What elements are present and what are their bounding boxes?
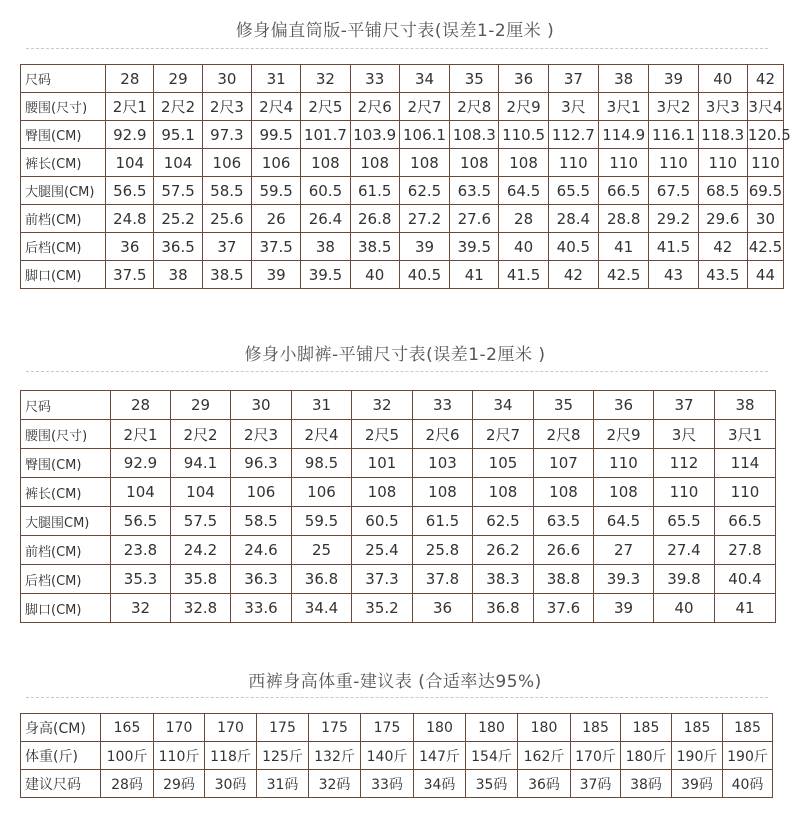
table-cell: 108	[352, 478, 413, 507]
table-cell: 68.5	[698, 177, 747, 205]
table-cell: 29.2	[649, 205, 698, 233]
row-label: 裤长(CM)	[21, 149, 106, 177]
table-cell: 27.8	[715, 536, 776, 565]
table-cell: 39	[252, 261, 301, 289]
table-cell: 40.5	[548, 233, 598, 261]
table-cell: 28.8	[599, 205, 649, 233]
table-cell: 35码	[466, 770, 518, 798]
table-cell: 33.6	[231, 594, 292, 623]
table-cell: 32	[352, 391, 413, 420]
row-label: 裤长(CM)	[21, 478, 111, 507]
table-cell: 40码	[723, 770, 773, 798]
table-cell: 114	[715, 449, 776, 478]
table-cell: 38	[715, 391, 776, 420]
table-cell: 108	[301, 149, 350, 177]
table-cell: 185	[723, 714, 773, 742]
table-cell: 94.1	[171, 449, 231, 478]
table-cell: 63.5	[450, 177, 499, 205]
table-cell: 92.9	[111, 449, 171, 478]
table-cell: 106	[202, 149, 251, 177]
table-cell: 30	[231, 391, 292, 420]
table-cell: 35	[534, 391, 594, 420]
table-cell: 2尺8	[534, 420, 594, 449]
table-cell: 28	[106, 65, 154, 93]
divider	[26, 371, 768, 372]
table-cell: 57.5	[171, 507, 231, 536]
table-cell: 58.5	[231, 507, 292, 536]
table-cell: 175	[309, 714, 361, 742]
table-cell: 36.3	[231, 565, 292, 594]
table-cell: 2尺3	[202, 93, 251, 121]
table-cell: 56.5	[106, 177, 154, 205]
table-cell: 27.2	[399, 205, 449, 233]
table-cell: 30码	[205, 770, 257, 798]
table-cell: 108.3	[450, 121, 499, 149]
table-cell: 28	[111, 391, 171, 420]
table-cell: 38	[599, 65, 649, 93]
table-cell: 108	[473, 478, 534, 507]
table-cell: 36.5	[154, 233, 202, 261]
row-label: 身高(CM)	[21, 714, 101, 742]
table-cell: 175	[361, 714, 414, 742]
table-cell: 92.9	[106, 121, 154, 149]
table-cell: 27	[594, 536, 654, 565]
slim-fit-size-table	[20, 390, 776, 623]
table-cell: 180	[518, 714, 571, 742]
table-cell: 104	[171, 478, 231, 507]
table-cell: 66.5	[599, 177, 649, 205]
table-cell: 40.5	[399, 261, 449, 289]
table-cell: 108	[499, 149, 548, 177]
row-label: 腰围(尺寸)	[21, 93, 106, 121]
table-cell: 2尺3	[231, 420, 292, 449]
table-cell: 32	[111, 594, 171, 623]
table-cell: 56.5	[111, 507, 171, 536]
table-cell: 59.5	[252, 177, 301, 205]
table-cell: 170	[154, 714, 205, 742]
table-cell: 38码	[621, 770, 672, 798]
table-cell: 41.5	[499, 261, 548, 289]
table-cell: 24.8	[106, 205, 154, 233]
table-cell: 2尺7	[399, 93, 449, 121]
table-cell: 39	[649, 65, 698, 93]
table-cell: 190斤	[723, 742, 773, 770]
table-cell: 103.9	[350, 121, 399, 149]
table-cell: 107	[534, 449, 594, 478]
table-cell: 37.8	[413, 565, 473, 594]
table-cell: 38.8	[534, 565, 594, 594]
table-cell: 34	[399, 65, 449, 93]
table-cell: 60.5	[352, 507, 413, 536]
table-cell: 40	[350, 261, 399, 289]
table-cell: 29	[171, 391, 231, 420]
table-cell: 35	[450, 65, 499, 93]
table-cell: 2尺4	[252, 93, 301, 121]
table-cell: 41	[715, 594, 776, 623]
table-cell: 108	[413, 478, 473, 507]
table-cell: 58.5	[202, 177, 251, 205]
table-cell: 2尺7	[473, 420, 534, 449]
table-cell: 2尺9	[594, 420, 654, 449]
table-cell: 36	[499, 65, 548, 93]
table-cell: 185	[571, 714, 621, 742]
table-cell: 31	[292, 391, 352, 420]
table-cell: 26.2	[473, 536, 534, 565]
table-row	[21, 536, 776, 565]
table-row	[21, 177, 784, 205]
table-cell: 64.5	[594, 507, 654, 536]
table-cell: 185	[621, 714, 672, 742]
row-label: 前档(CM)	[21, 536, 111, 565]
table-cell: 180	[466, 714, 518, 742]
table-cell: 61.5	[413, 507, 473, 536]
table-cell: 24.2	[171, 536, 231, 565]
table-cell: 110	[715, 478, 776, 507]
table-cell: 26	[252, 205, 301, 233]
table-row	[21, 261, 784, 289]
table-cell: 28	[499, 205, 548, 233]
table-cell: 2尺1	[106, 93, 154, 121]
table-cell: 3尺3	[698, 93, 747, 121]
table-cell: 25.4	[352, 536, 413, 565]
table-cell: 44	[747, 261, 783, 289]
table-cell: 37	[548, 65, 598, 93]
table-cell: 37	[202, 233, 251, 261]
table-cell: 2尺2	[171, 420, 231, 449]
table-cell: 38.5	[350, 233, 399, 261]
table-cell: 25.2	[154, 205, 202, 233]
table-cell: 110	[654, 478, 715, 507]
table-cell: 3尺1	[715, 420, 776, 449]
table-cell: 38	[301, 233, 350, 261]
table-cell: 25	[292, 536, 352, 565]
table-cell: 42	[747, 65, 783, 93]
divider	[26, 48, 768, 49]
table-cell: 36.8	[473, 594, 534, 623]
table-cell: 37码	[571, 770, 621, 798]
table-cell: 29	[154, 65, 202, 93]
table3-title: 西裤身高体重-建议表 (合适率达95%)	[248, 672, 542, 692]
table-cell: 108	[534, 478, 594, 507]
table-cell: 104	[106, 149, 154, 177]
table-cell: 110.5	[499, 121, 548, 149]
table-cell: 62.5	[473, 507, 534, 536]
table-cell: 39码	[672, 770, 723, 798]
table-cell: 67.5	[649, 177, 698, 205]
table-cell: 103	[413, 449, 473, 478]
table-cell: 39	[594, 594, 654, 623]
table-cell: 110	[698, 149, 747, 177]
table-cell: 2尺9	[499, 93, 548, 121]
table-cell: 2尺6	[350, 93, 399, 121]
table-cell: 24.6	[231, 536, 292, 565]
table-cell: 64.5	[499, 177, 548, 205]
table-cell: 39.3	[594, 565, 654, 594]
table-cell: 38	[154, 261, 202, 289]
table-cell: 175	[257, 714, 309, 742]
table-cell: 105	[473, 449, 534, 478]
table-header-row	[21, 65, 784, 93]
table-cell: 101	[352, 449, 413, 478]
table-cell: 32码	[309, 770, 361, 798]
table-cell: 36	[106, 233, 154, 261]
row-label: 前档(CM)	[21, 205, 106, 233]
row-label: 体重(斤)	[21, 742, 101, 770]
table-cell: 108	[594, 478, 654, 507]
table-cell: 2尺4	[292, 420, 352, 449]
table-row	[21, 233, 784, 261]
straight-fit-size-table	[20, 64, 791, 289]
table-cell: 59.5	[292, 507, 352, 536]
table-cell: 116.1	[649, 121, 698, 149]
table-cell: 98.5	[292, 449, 352, 478]
table-cell: 25.6	[202, 205, 251, 233]
table-cell: 43.5	[698, 261, 747, 289]
table-cell: 185	[672, 714, 723, 742]
table-cell: 110	[599, 149, 649, 177]
table-cell: 114.9	[599, 121, 649, 149]
table-cell: 147斤	[414, 742, 466, 770]
table-cell: 36	[594, 391, 654, 420]
row-label: 后档(CM)	[21, 565, 111, 594]
table-cell: 41	[599, 233, 649, 261]
table-cell: 110	[594, 449, 654, 478]
table-cell: 69.5	[747, 177, 783, 205]
table-cell: 110	[747, 149, 783, 177]
table-cell: 40.4	[715, 565, 776, 594]
table-cell: 3尺4	[747, 93, 783, 121]
table-cell: 27.4	[654, 536, 715, 565]
table-cell: 108	[450, 149, 499, 177]
table-cell: 3尺2	[649, 93, 698, 121]
table-cell: 180	[414, 714, 466, 742]
table-cell: 29码	[154, 770, 205, 798]
table-cell: 33码	[361, 770, 414, 798]
row-label: 尺码	[21, 65, 106, 93]
table-cell: 23.8	[111, 536, 171, 565]
table-cell: 30	[747, 205, 783, 233]
table-cell: 2尺2	[154, 93, 202, 121]
table-cell: 41.5	[649, 233, 698, 261]
table-cell: 37.5	[252, 233, 301, 261]
table-cell: 40	[499, 233, 548, 261]
table-cell: 2尺1	[111, 420, 171, 449]
table-cell: 99.5	[252, 121, 301, 149]
table-cell: 35.3	[111, 565, 171, 594]
table-cell: 40	[698, 65, 747, 93]
row-label: 尺码	[21, 391, 111, 420]
row-label: 大腿围CM)	[21, 507, 111, 536]
table-cell: 2尺8	[450, 93, 499, 121]
table-cell: 101.7	[301, 121, 350, 149]
table-cell: 108	[350, 149, 399, 177]
table-cell: 36码	[518, 770, 571, 798]
table-cell: 33	[413, 391, 473, 420]
table-row	[21, 565, 776, 594]
table-cell: 41	[450, 261, 499, 289]
table-cell: 2尺5	[352, 420, 413, 449]
table-cell: 106	[231, 478, 292, 507]
table-cell: 34.4	[292, 594, 352, 623]
row-label: 腰围(尺寸)	[21, 420, 111, 449]
table-cell: 26.6	[534, 536, 594, 565]
table-cell: 65.5	[654, 507, 715, 536]
table-cell: 32	[301, 65, 350, 93]
table-cell: 3尺	[548, 93, 598, 121]
table-cell: 38.5	[202, 261, 251, 289]
table-cell: 2尺6	[413, 420, 473, 449]
table-cell: 43	[649, 261, 698, 289]
table-cell: 3尺	[654, 420, 715, 449]
table-cell: 162斤	[518, 742, 571, 770]
table-cell: 26.8	[350, 205, 399, 233]
table-row	[21, 478, 776, 507]
table-cell: 62.5	[399, 177, 449, 205]
table-cell: 154斤	[466, 742, 518, 770]
table-cell: 104	[154, 149, 202, 177]
table-cell: 32.8	[171, 594, 231, 623]
table-cell: 36.8	[292, 565, 352, 594]
row-label: 臀围(CM)	[21, 121, 106, 149]
table-cell: 106.1	[399, 121, 449, 149]
table-row	[21, 93, 784, 121]
table-row	[21, 594, 776, 623]
table-cell: 118斤	[205, 742, 257, 770]
table-cell: 26.4	[301, 205, 350, 233]
table-cell: 60.5	[301, 177, 350, 205]
table-cell: 170斤	[571, 742, 621, 770]
table-cell: 34	[473, 391, 534, 420]
table-row	[21, 714, 773, 742]
row-label: 脚口(CM)	[21, 594, 111, 623]
table-cell: 38.3	[473, 565, 534, 594]
table-cell: 61.5	[350, 177, 399, 205]
table-cell: 37.5	[106, 261, 154, 289]
table-cell: 42	[548, 261, 598, 289]
row-label: 后档(CM)	[21, 233, 106, 261]
table-cell: 33	[350, 65, 399, 93]
table-cell: 28.4	[548, 205, 598, 233]
table-cell: 112	[654, 449, 715, 478]
divider	[26, 697, 768, 698]
height-weight-recommendation-table	[20, 713, 773, 798]
table-cell: 28码	[101, 770, 154, 798]
table-cell: 27.6	[450, 205, 499, 233]
table-cell: 34码	[414, 770, 466, 798]
table-cell: 106	[292, 478, 352, 507]
table-row	[21, 205, 784, 233]
table-cell: 57.5	[154, 177, 202, 205]
table-cell: 29.6	[698, 205, 747, 233]
table-cell: 42	[698, 233, 747, 261]
table1-title: 修身偏直筒版-平铺尺寸表(误差1-2厘米 )	[235, 21, 555, 41]
table-cell: 65.5	[548, 177, 598, 205]
table-cell: 165	[101, 714, 154, 742]
table-cell: 37	[654, 391, 715, 420]
table-cell: 120.5	[747, 121, 783, 149]
table-cell: 42.5	[747, 233, 783, 261]
table-row	[21, 742, 773, 770]
table-cell: 39.5	[450, 233, 499, 261]
table-cell: 108	[399, 149, 449, 177]
table-cell: 118.3	[698, 121, 747, 149]
table-cell: 39	[399, 233, 449, 261]
table-cell: 110	[649, 149, 698, 177]
table-cell: 40	[654, 594, 715, 623]
row-label: 臀围(CM)	[21, 449, 111, 478]
table-cell: 42.5	[599, 261, 649, 289]
table-cell: 132斤	[309, 742, 361, 770]
table-cell: 95.1	[154, 121, 202, 149]
table-cell: 106	[252, 149, 301, 177]
table-cell: 170	[205, 714, 257, 742]
table-cell: 140斤	[361, 742, 414, 770]
table-cell: 30	[202, 65, 251, 93]
row-label: 建议尺码	[21, 770, 101, 798]
table-cell: 39.5	[301, 261, 350, 289]
table-cell: 180斤	[621, 742, 672, 770]
table-cell: 63.5	[534, 507, 594, 536]
table-cell: 36	[413, 594, 473, 623]
table-cell: 104	[111, 478, 171, 507]
table-row	[21, 121, 784, 149]
table-cell: 125斤	[257, 742, 309, 770]
table-cell: 190斤	[672, 742, 723, 770]
table-cell: 110斤	[154, 742, 205, 770]
table-cell: 37.3	[352, 565, 413, 594]
table-cell: 2尺5	[301, 93, 350, 121]
table2-title: 修身小脚裤-平铺尺寸表(误差1-2厘米 )	[244, 345, 546, 365]
table-cell: 100斤	[101, 742, 154, 770]
row-label: 大腿围(CM)	[21, 177, 106, 205]
table-cell: 35.2	[352, 594, 413, 623]
table-cell: 3尺1	[599, 93, 649, 121]
table-header-row	[21, 391, 776, 420]
table-row	[21, 770, 773, 798]
table-cell: 66.5	[715, 507, 776, 536]
table-cell: 97.3	[202, 121, 251, 149]
table-row	[21, 420, 776, 449]
table-cell: 112.7	[548, 121, 598, 149]
table-cell: 35.8	[171, 565, 231, 594]
table-cell: 25.8	[413, 536, 473, 565]
table-cell: 96.3	[231, 449, 292, 478]
table-cell: 37.6	[534, 594, 594, 623]
table-cell: 110	[548, 149, 598, 177]
table-cell: 39.8	[654, 565, 715, 594]
table-cell: 31码	[257, 770, 309, 798]
table-row	[21, 449, 776, 478]
table-cell: 31	[252, 65, 301, 93]
table-row	[21, 149, 784, 177]
row-label: 脚口(CM)	[21, 261, 106, 289]
table-row	[21, 507, 776, 536]
